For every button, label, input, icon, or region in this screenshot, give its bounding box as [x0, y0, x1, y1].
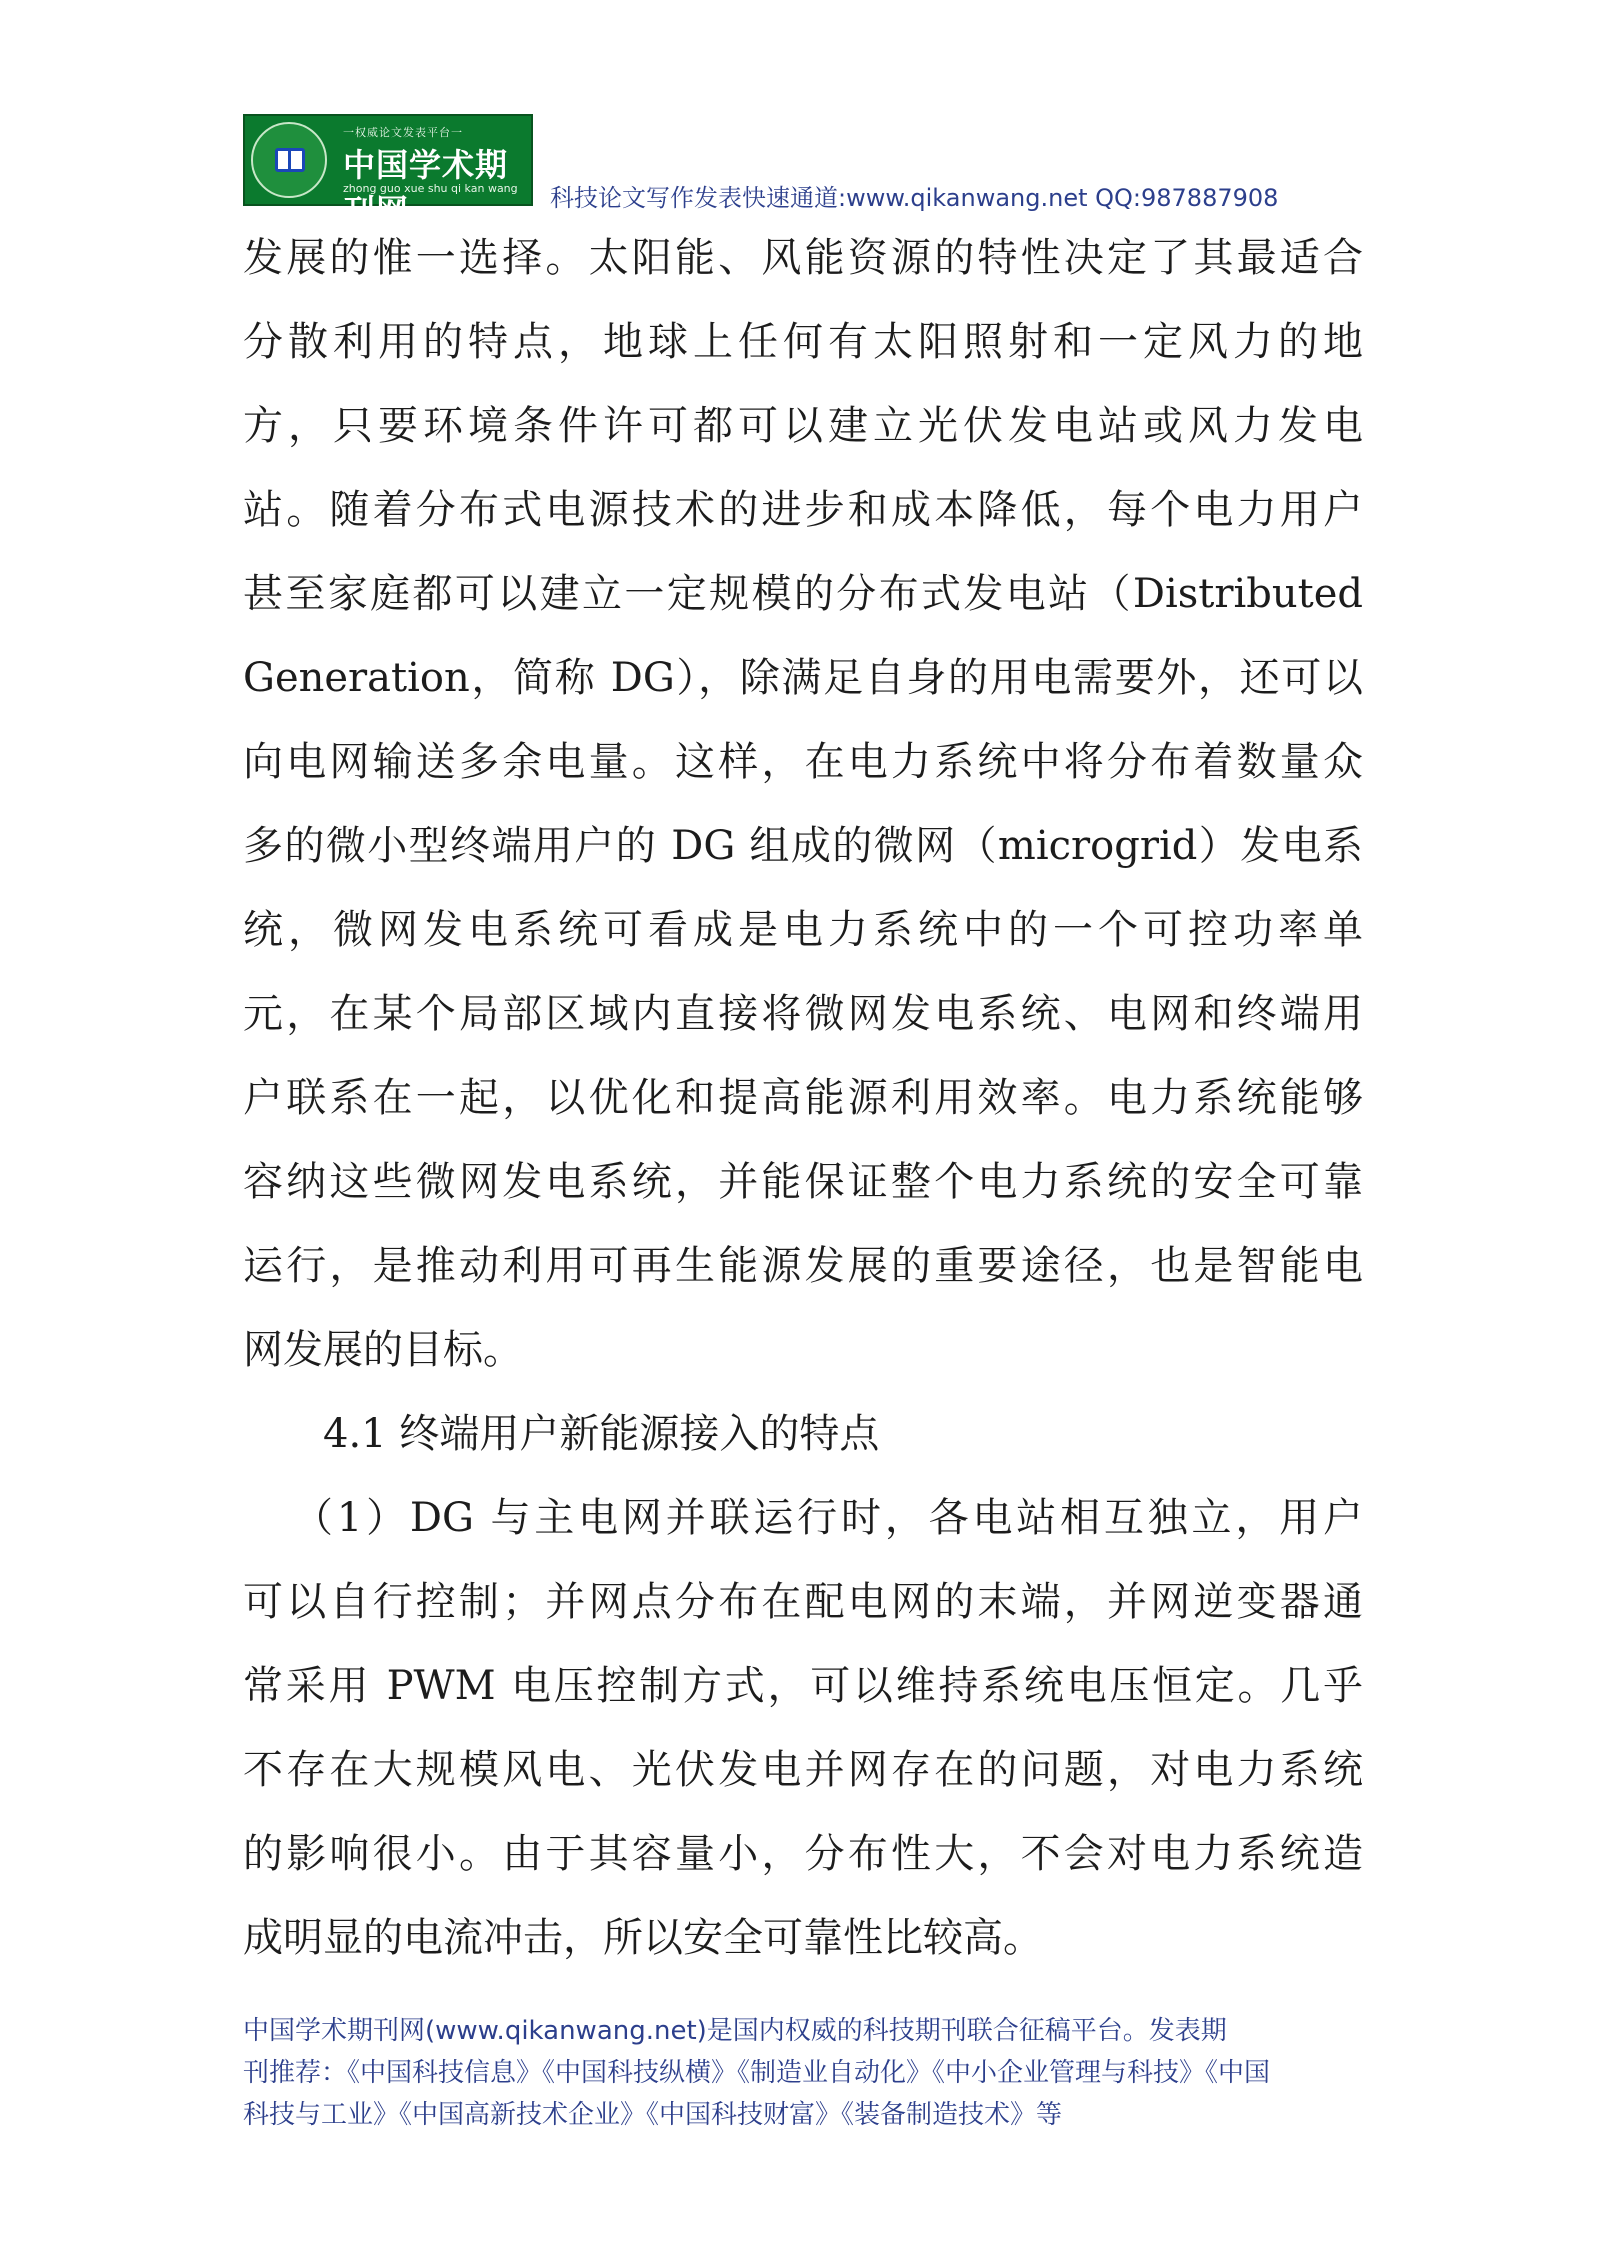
body-line: 方，只要环境条件许可都可以建立光伏发电站或风力发电: [243, 403, 1363, 449]
body-line: 向电网输送多余电量。这样，在电力系统中将分布着数量众: [243, 739, 1363, 785]
footer-line: 刊推荐：《中国科技信息》《中国科技纵横》《制造业自动化》《中小企业管理与科技》《中国: [243, 2058, 1271, 2088]
footer-line: 中国学术期刊网(www.qikanwang.net)是国内权威的科技期刊联合征稿平台。发表期: [243, 2016, 1227, 2046]
body-line: 运行，是推动利用可再生能源发展的重要途径，也是智能电: [243, 1243, 1363, 1289]
body-line: 元，在某个局部区域内直接将微网发电系统、电网和终端用: [243, 991, 1363, 1037]
paragraph-line: 不存在大规模风电、光伏发电并网存在的问题，对电力系统: [243, 1747, 1363, 1793]
footer-notice: [243, 2010, 1363, 2136]
body-line: 分散利用的特点，地球上任何有太阳照射和一定风力的地: [243, 319, 1363, 365]
logo-pinyin: zhong guo xue shu qi kan wang: [343, 182, 518, 195]
logo-emblem: [251, 122, 327, 198]
paragraph-line: 成明显的电流冲击，所以安全可靠性比较高。: [243, 1915, 1043, 1961]
paragraph-line: 常采用 PWM 电压控制方式，可以维持系统电压恒定。几乎: [243, 1663, 1363, 1709]
logo-tagline: 一权威论文发表平台一: [343, 126, 463, 139]
body-line: 户联系在一起，以优化和提高能源利用效率。电力系统能够: [243, 1075, 1363, 1121]
body-line: 网发展的目标。: [243, 1327, 523, 1373]
paragraph-line: 可以自行控制；并网点分布在配电网的末端，并网逆变器通: [243, 1579, 1363, 1625]
body-line: 站。随着分布式电源技术的进步和成本降低，每个电力用户: [243, 487, 1363, 533]
body-line: 发展的惟一选择。太阳能、风能资源的特性决定了其最适合: [243, 235, 1363, 281]
paragraph-line: 的影响很小。由于其容量小，分布性大，不会对电力系统造: [243, 1831, 1363, 1877]
article-body: [243, 216, 1363, 1980]
logo-title: 中国学术期刊网: [343, 146, 509, 230]
body-line: 多的微小型终端用户的 DG 组成的微网（microgrid）发电系: [243, 823, 1363, 869]
body-line: 容纳这些微网发电系统，并能保证整个电力系统的安全可靠: [243, 1159, 1363, 1205]
body-line: 甚至家庭都可以建立一定规模的分布式发电站（Distributed: [243, 571, 1363, 617]
header-slogan: 科技论文写作发表快速通道:www.qikanwang.net QQ:987887908: [550, 184, 1279, 212]
body-line: 统，微网发电系统可看成是电力系统中的一个可控功率单: [243, 907, 1363, 953]
footer-line: 科技与工业》《中国高新技术企业》《中国科技财富》《装备制造技术》等: [243, 2100, 1063, 2130]
site-logo: [243, 114, 533, 230]
section-heading: 4.1 终端用户新能源接入的特点: [323, 1411, 880, 1457]
book-icon: [275, 148, 305, 172]
body-line: Generation，简称 DG），除满足自身的用电需要外，还可以: [243, 655, 1363, 701]
paragraph-line: （1）DG 与主电网并联运行时，各电站相互独立，用户: [293, 1495, 1363, 1541]
